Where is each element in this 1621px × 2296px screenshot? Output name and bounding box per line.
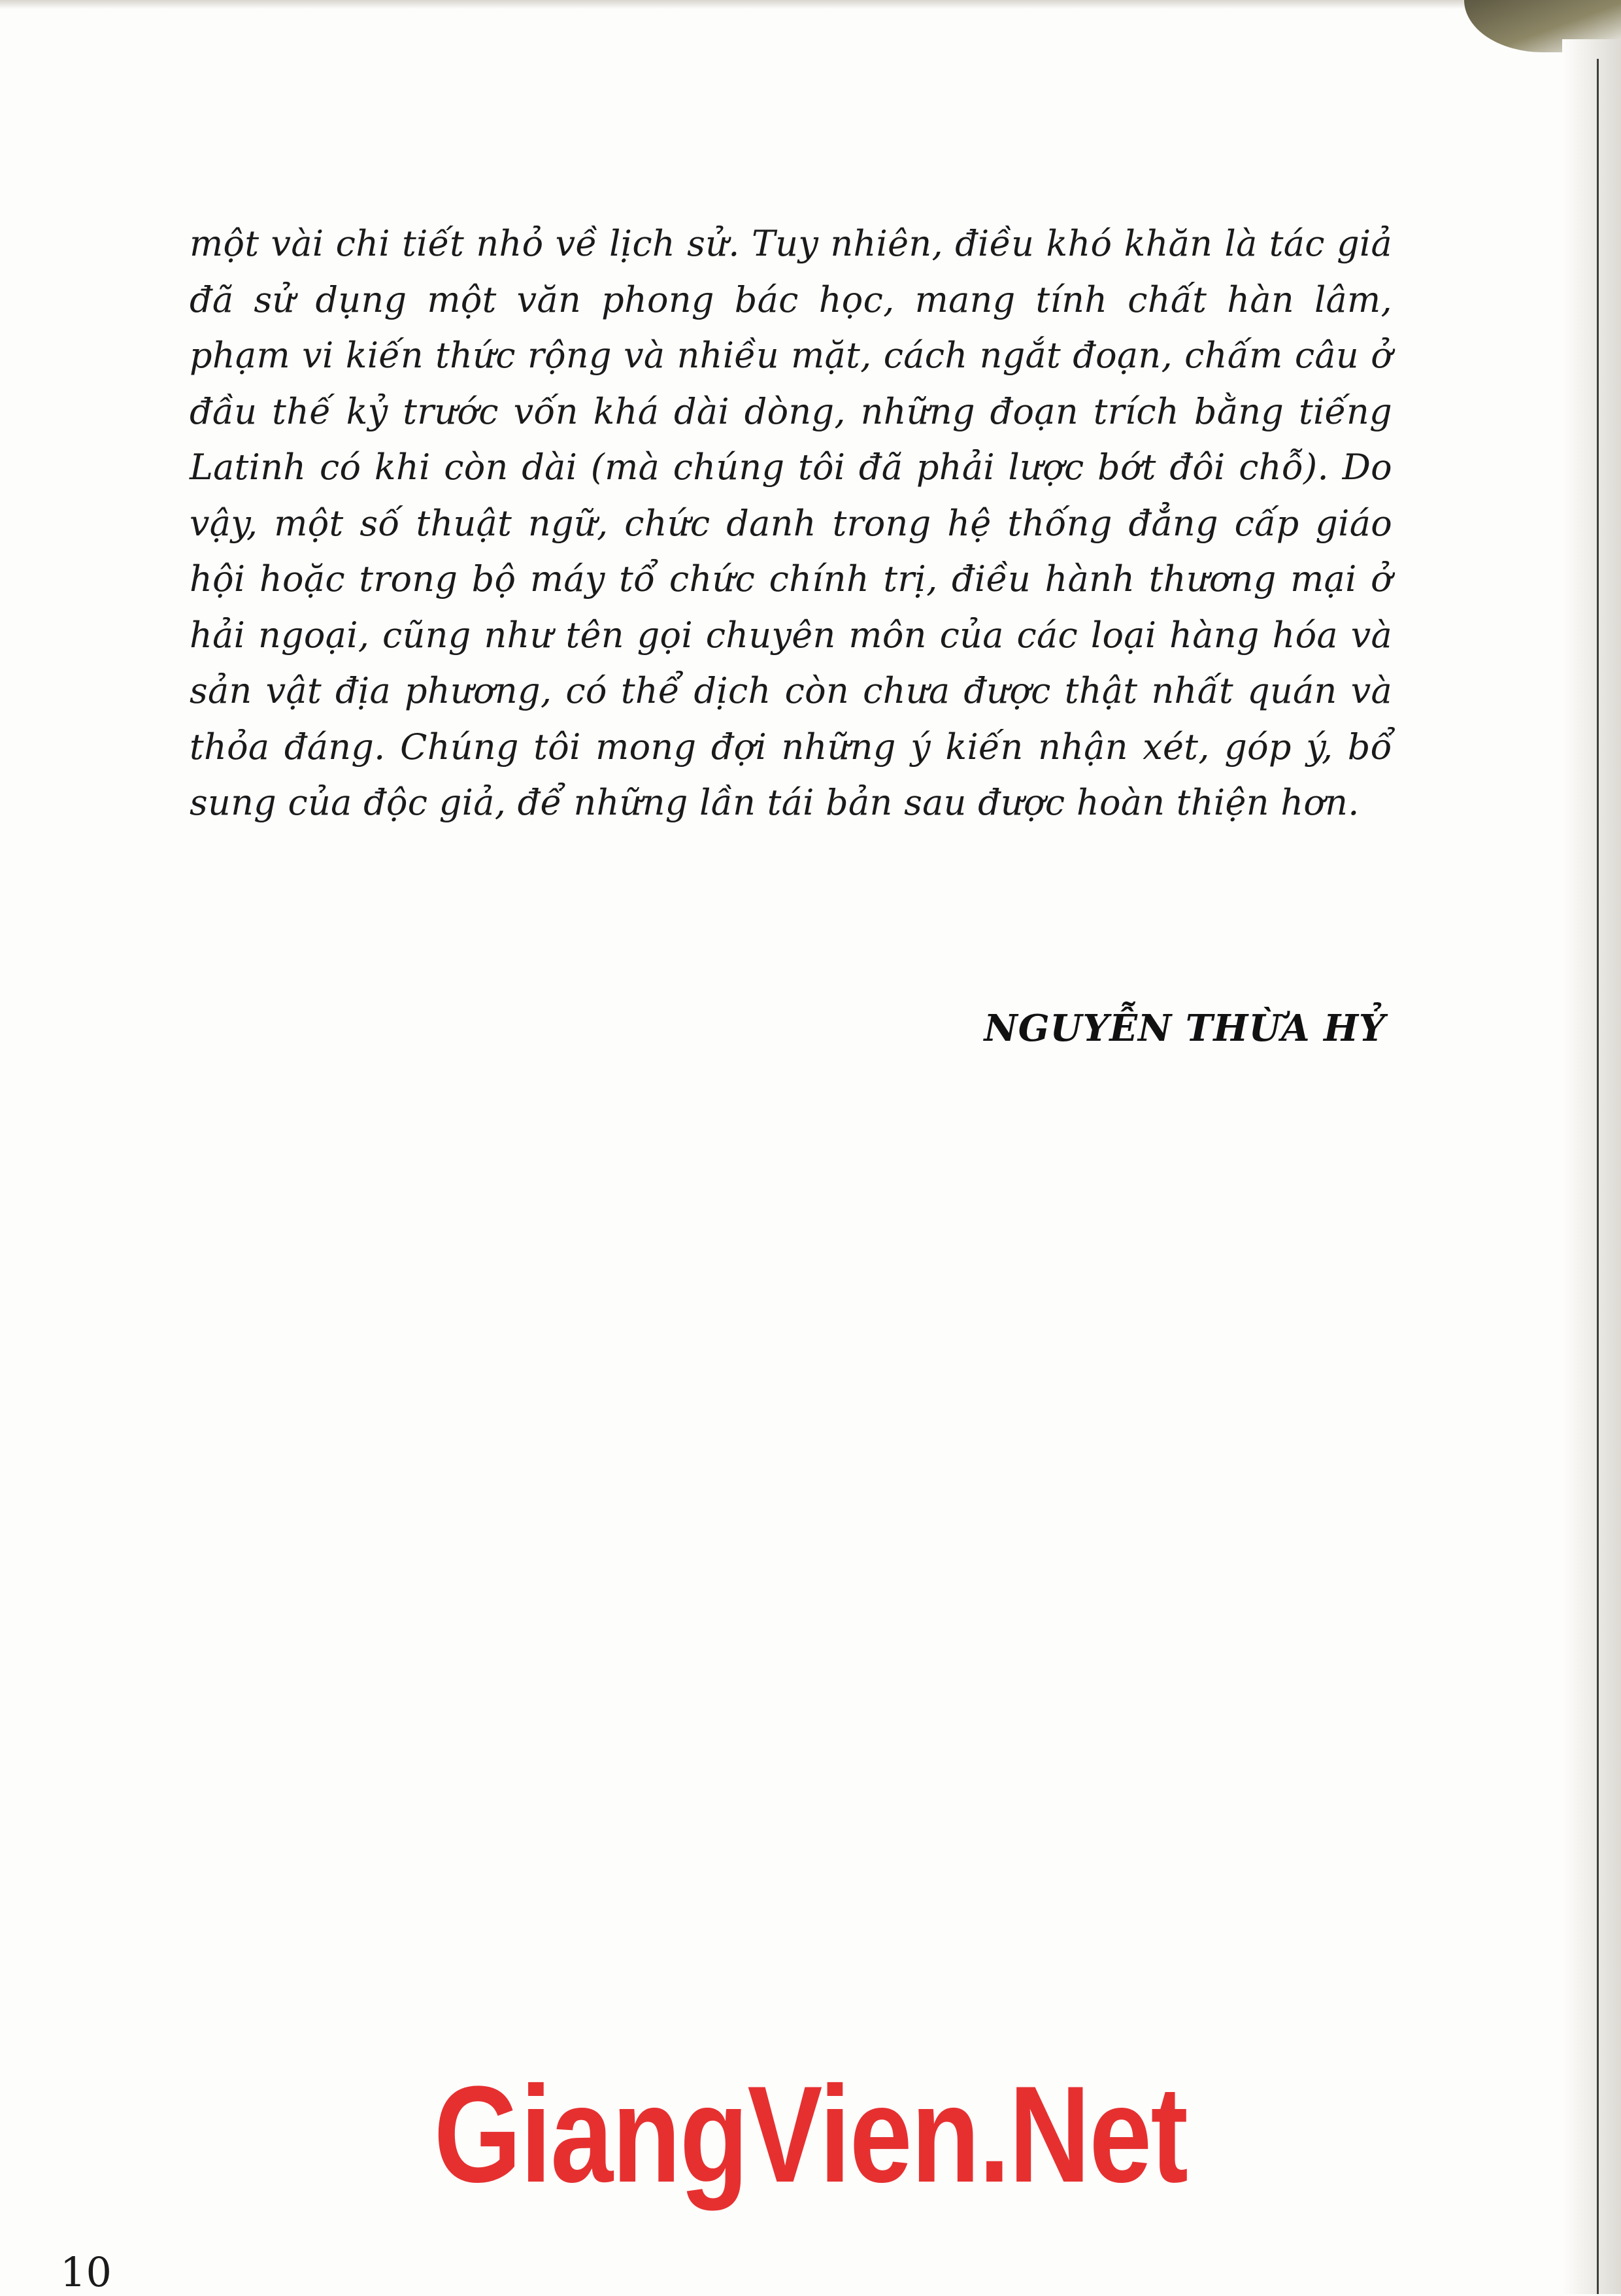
author-signature: NGUYỄN THỪA HỶ (984, 1007, 1386, 1050)
book-spine-line (1597, 59, 1599, 2294)
watermark-text: GiangVien.Net (433, 2057, 1188, 2211)
body-paragraph: một vài chi tiết nhỏ về lịch sử. Tuy nhiên, điều khó khăn là tác giả đã sử dụng một văn phong bác học, mang tính chất hàn lâm, phạm vi kiến thức rộng và nhiều mặt, cách ngắt đoạn, chấm câu ở đầu thế kỷ trước vốn khá dài dòng, những đoạn trích bằng tiếng Latinh có khi còn dài (mà chúng tôi đã phải lược bớt đôi chỗ). Do vậy, một số thuật ngữ, chức danh trong hệ thống đẳng cấp giáo hội hoặc trong bộ máy tổ chức chính trị, điều hành thương mại ở hải ngoại, cũng như tên gọi chuyên môn của các loại hàng hóa và sản vật địa phương, có thể dịch còn chưa được thật nhất quán và thỏa đáng. Chúng tôi mong đợi những ý kiến nhận xét, góp ý, bổ sung của độc giả, để những lần tái bản sau được hoàn thiện hơn. (190, 223, 1392, 823)
page-number: 10 (60, 2248, 112, 2296)
page-top-edge (0, 0, 1556, 9)
book-spine-shadow (1562, 39, 1621, 2294)
